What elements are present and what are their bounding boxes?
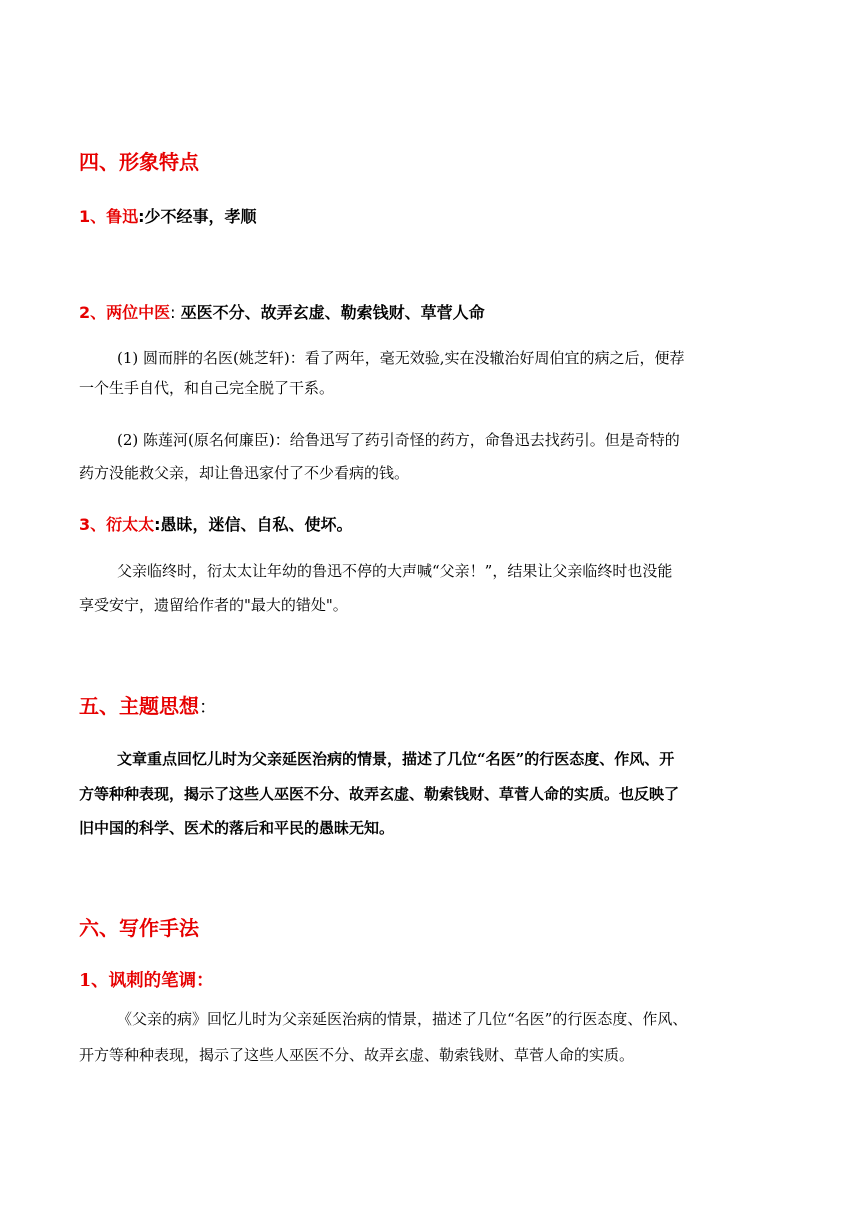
item-2-line: [79, 300, 788, 323]
theme-line-3: 旧中国的科学、医术的落后和平民的愚昧无知。: [79, 819, 395, 837]
item-2-sep: :: [170, 303, 181, 322]
item-1-label: 1、鲁迅: [79, 207, 139, 226]
technique-1-line-1: 《父亲的病》回忆儿时为父亲延医治病的情景，描述了几位“名医”的行医态度、作风、: [117, 1010, 688, 1028]
technique-1-label: 1、讽刺的笔调：: [79, 971, 214, 991]
item-1-sep: :: [138, 207, 145, 226]
item-3-label: 3、衍太太: [79, 515, 155, 534]
section-6-heading: 六、写作手法: [79, 916, 199, 940]
item-3-para-line-1: 父亲临终时，衍太太让年幼的鲁迅不停的大声喊“父亲！”，结果让父亲临终时也没能: [117, 562, 673, 580]
section-5-heading: 五、主题思想: [79, 694, 199, 718]
item-1-text: 少不经事，孝顺: [144, 207, 257, 226]
item-2-para-2-line-1: (2) 陈莲河(原名何廉臣)：给鲁迅写了药引奇怪的药方，命鲁迅去找药引。但是奇特的: [117, 431, 680, 449]
theme-line-1: 文章重点回忆儿时为父亲延医治病的情景，描述了几位“名医”的行医态度、作风、开: [117, 750, 675, 768]
item-3-sep: :: [154, 515, 161, 534]
item-2-label: 2、两位中医: [79, 303, 171, 322]
item-2-para-1-line-1: (1) 圆而胖的名医(姚芝轩)：看了两年，毫无效验,实在没辙治好周伯宜的病之后，便荐: [117, 349, 685, 367]
item-3-text: 愚昧，迷信、自私、使坏。: [160, 515, 353, 534]
section-5-heading-line: [79, 690, 788, 719]
item-3-line: [79, 512, 788, 535]
item-2-para-2-line-2: 药方没能救父亲，却让鲁迅家付了不少看病的钱。: [79, 464, 410, 482]
section-5-colon: ：: [199, 697, 217, 718]
technique-1-line-2: 开方等种种表现，揭示了这些人巫医不分、故弄玄虚、勒索钱财、草菅人命的实质。: [79, 1046, 635, 1064]
item-2-text: 巫医不分、故弄玄虚、勒索钱财、草菅人命: [180, 303, 485, 322]
section-4-heading: 四、形象特点: [79, 150, 199, 174]
theme-line-2: 方等种种表现，揭示了这些人巫医不分、故弄玄虚、勒索钱财、草菅人命的实质。也反映了: [79, 785, 680, 803]
item-2-para-1-line-2: 一个生手自代，和自己完全脱了干系。: [79, 379, 335, 397]
item-3-para-line-2: 享受安宁，遗留给作者的"最大的错处"。: [79, 596, 348, 614]
item-1-line: [79, 204, 788, 227]
